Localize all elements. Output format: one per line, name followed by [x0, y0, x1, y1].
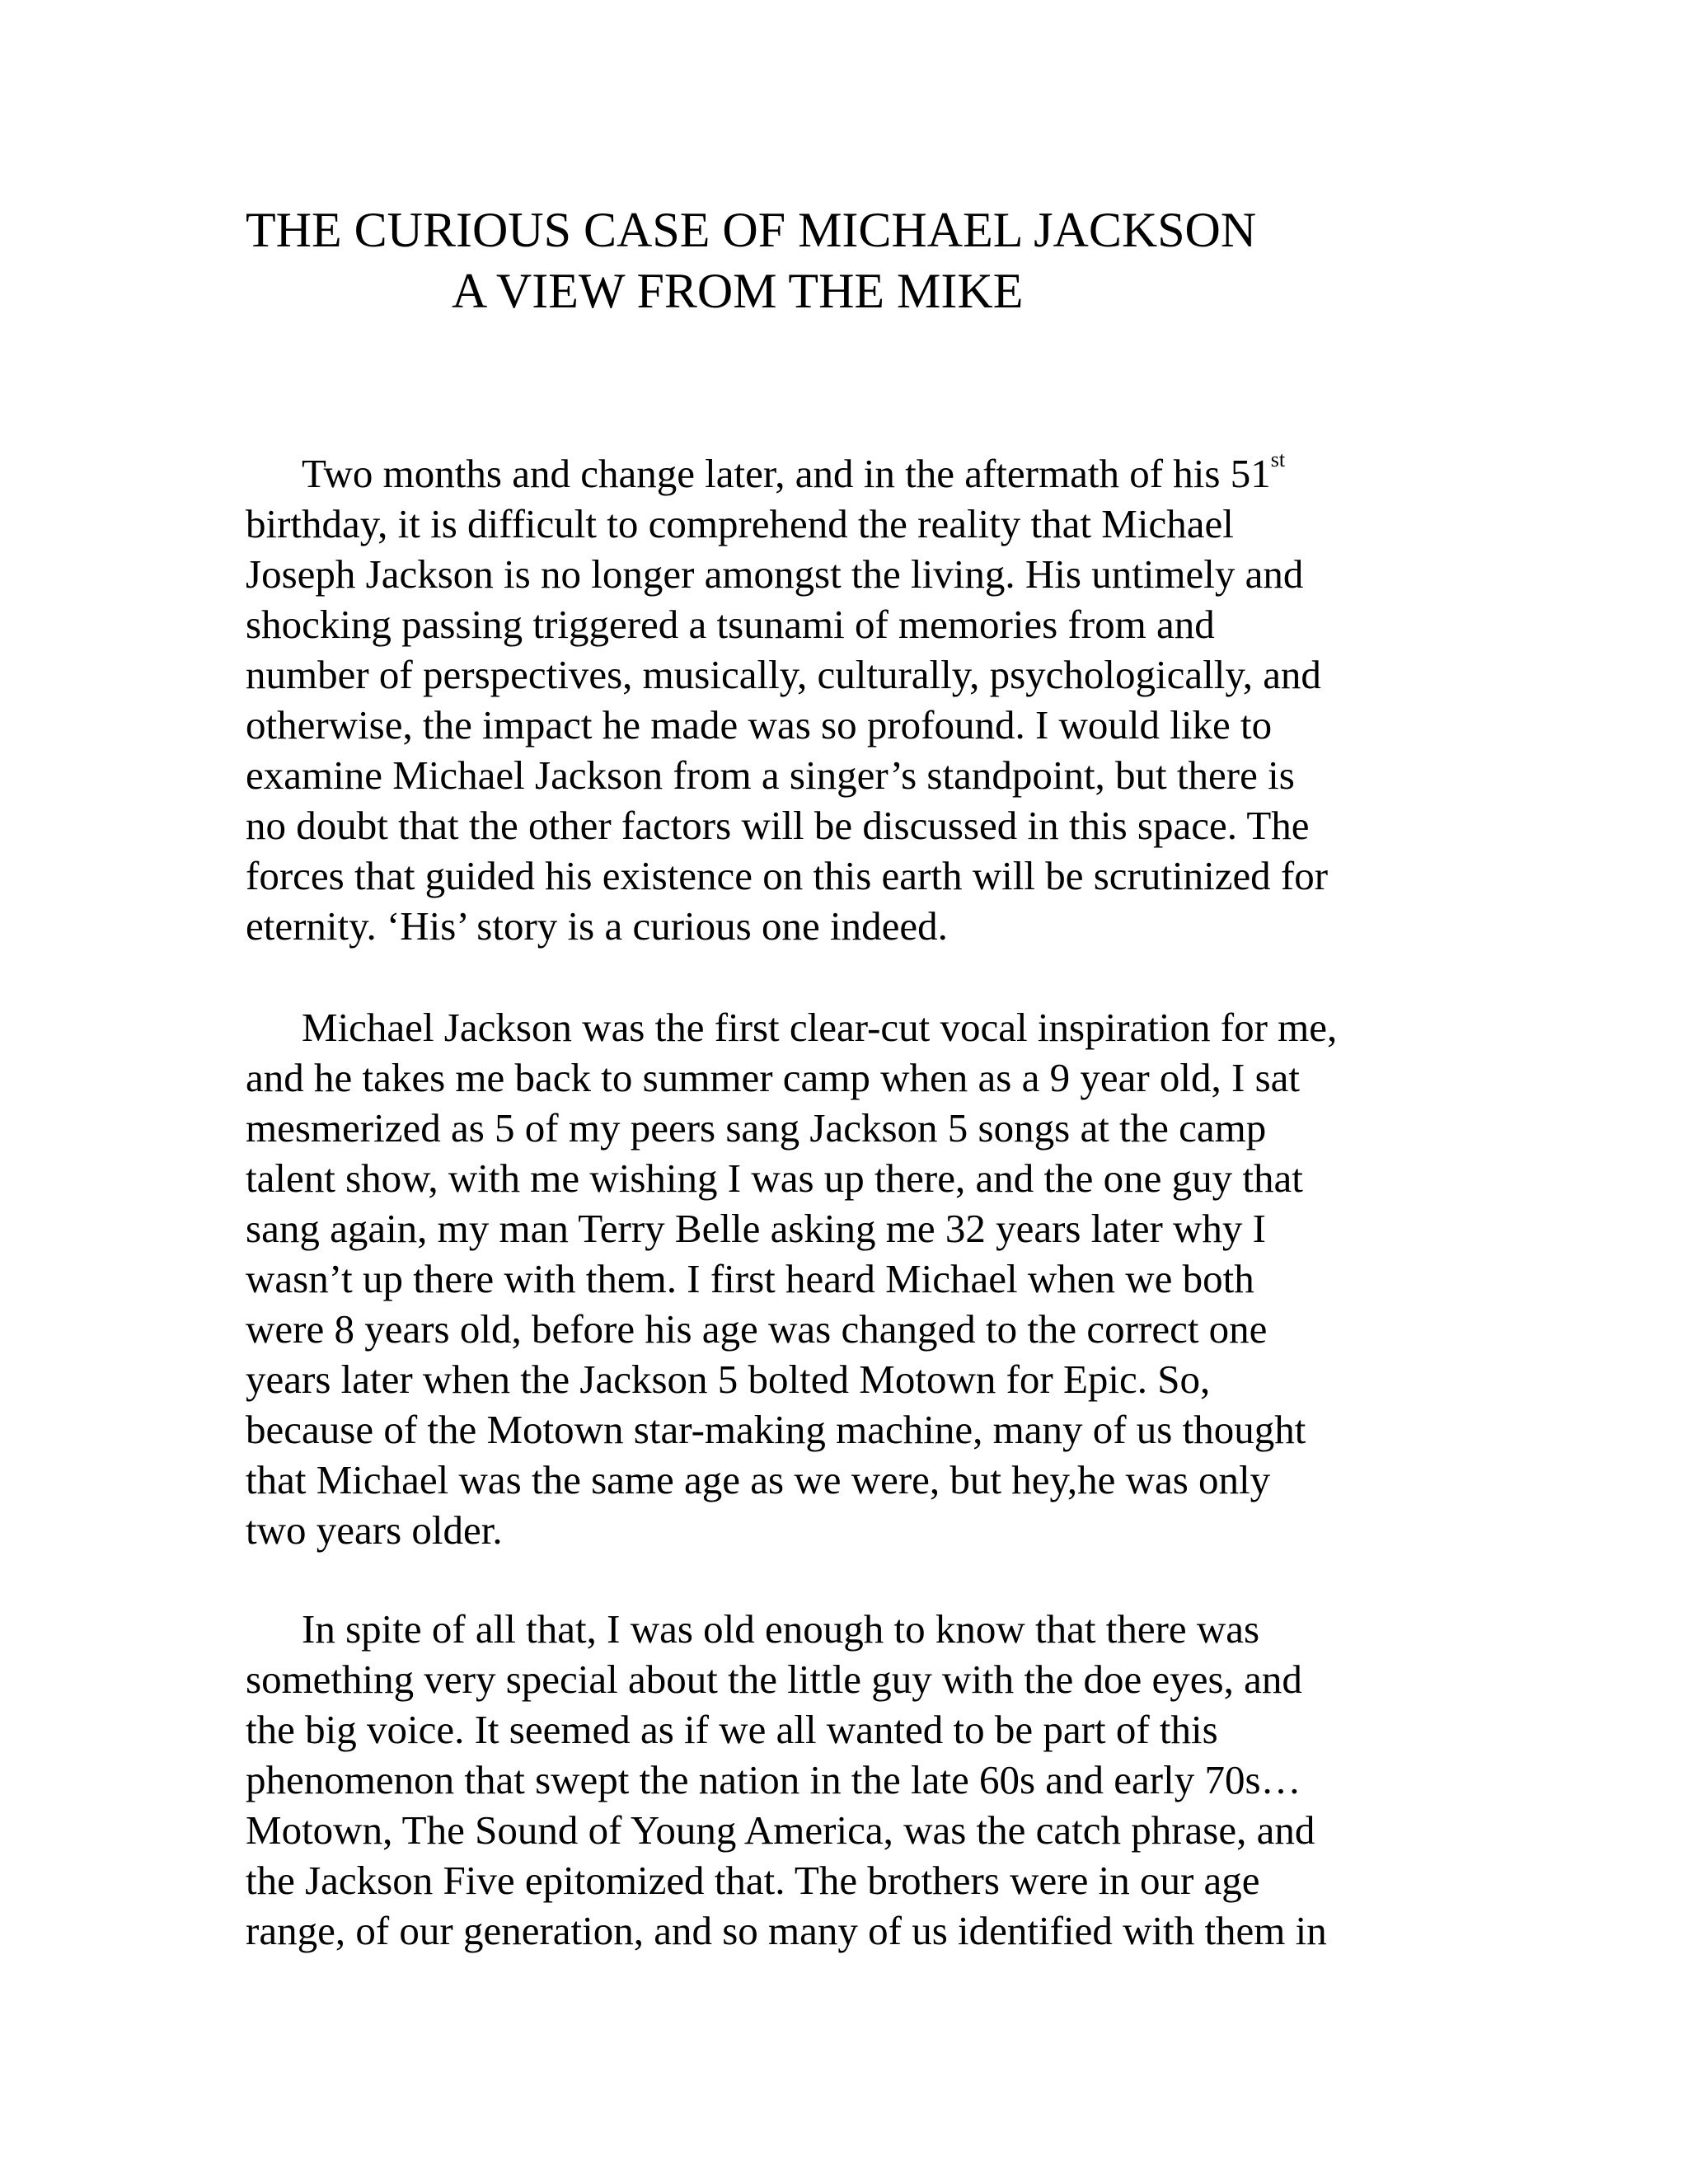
- paragraph-line: something very special about the little guy with the doe eyes, and: [246, 1657, 1302, 1702]
- paragraph-line: because of the Motown star-making machine, many of us thought: [246, 1407, 1306, 1452]
- paragraph-line: birthday, it is difficult to comprehend the reality that Michael: [246, 501, 1234, 546]
- paragraph-line: [246, 448, 1328, 499]
- paragraph-line: Joseph Jackson is no longer amongst the living. His untimely and: [246, 551, 1304, 597]
- paragraph-line: no doubt that the other factors will be discussed in this space. The: [246, 803, 1310, 848]
- paragraph-line: shocking passing triggered a tsunami of memories from and: [246, 602, 1215, 647]
- paragraph-1: [246, 448, 1328, 951]
- paragraph-line: two years older.: [246, 1507, 503, 1553]
- paragraph-line: otherwise, the impact he made was so profound. I would like to: [246, 702, 1273, 748]
- ordinal-suffix: st: [1270, 448, 1286, 471]
- paragraph-line: and he takes me back to summer camp when as a 9 year old, I sat: [246, 1055, 1301, 1100]
- paragraph-line: that Michael was the same age as we were, but hey,he was only: [246, 1457, 1271, 1502]
- paragraph-line: were 8 years old, before his age was changed to the correct one: [246, 1306, 1268, 1352]
- paragraph-line: sang again, my man Terry Belle asking me 32 years later why I: [246, 1206, 1266, 1251]
- paragraph-line: range, of our generation, and so many of us identified with them in: [246, 1908, 1327, 1953]
- paragraph-line: talent show, with me wishing I was up there, and the one guy that: [246, 1155, 1303, 1201]
- paragraph-line: the big voice. It seemed as if we all wanted to be part of this: [246, 1707, 1218, 1752]
- paragraph-line: Michael Jackson was the first clear-cut vocal inspiration for me,: [302, 1005, 1338, 1050]
- paragraph-line: number of perspectives, musically, culturally, psychologically, and: [246, 652, 1321, 697]
- paragraph-line: years later when the Jackson 5 bolted Motown for Epic. So,: [246, 1357, 1211, 1402]
- page-title: THE CURIOUS CASE OF MICHAEL JACKSON: [246, 203, 1257, 257]
- paragraph-line: Motown, The Sound of Young America, was the catch phrase, and: [246, 1807, 1315, 1853]
- paragraph-line: the Jackson Five epitomized that. The brothers were in our age: [246, 1858, 1260, 1903]
- paragraph-line: phenomenon that swept the nation in the late 60s and early 70s…: [246, 1757, 1301, 1802]
- page-subtitle: A VIEW FROM THE MIKE: [452, 264, 1024, 318]
- paragraph-3: [246, 1604, 1327, 1956]
- paragraph-line: mesmerized as 5 of my peers sang Jackson 5 songs at the camp: [246, 1105, 1267, 1151]
- paragraph-line: wasn’t up there with them. I first heard Michael when we both: [246, 1256, 1254, 1301]
- paragraph-line: examine Michael Jackson from a singer’s standpoint, but there is: [246, 752, 1295, 798]
- paragraph-line: eternity. ‘His’ story is a curious one indeed.: [246, 903, 948, 949]
- paragraph-line: forces that guided his existence on this earth will be scrutinized for: [246, 853, 1329, 898]
- paragraph-line-text: Two months and change later, and in the aftermath of his 51: [302, 451, 1271, 496]
- paragraph-line: In spite of all that, I was old enough to know that there was: [302, 1606, 1260, 1652]
- paragraph-2: [246, 1002, 1337, 1555]
